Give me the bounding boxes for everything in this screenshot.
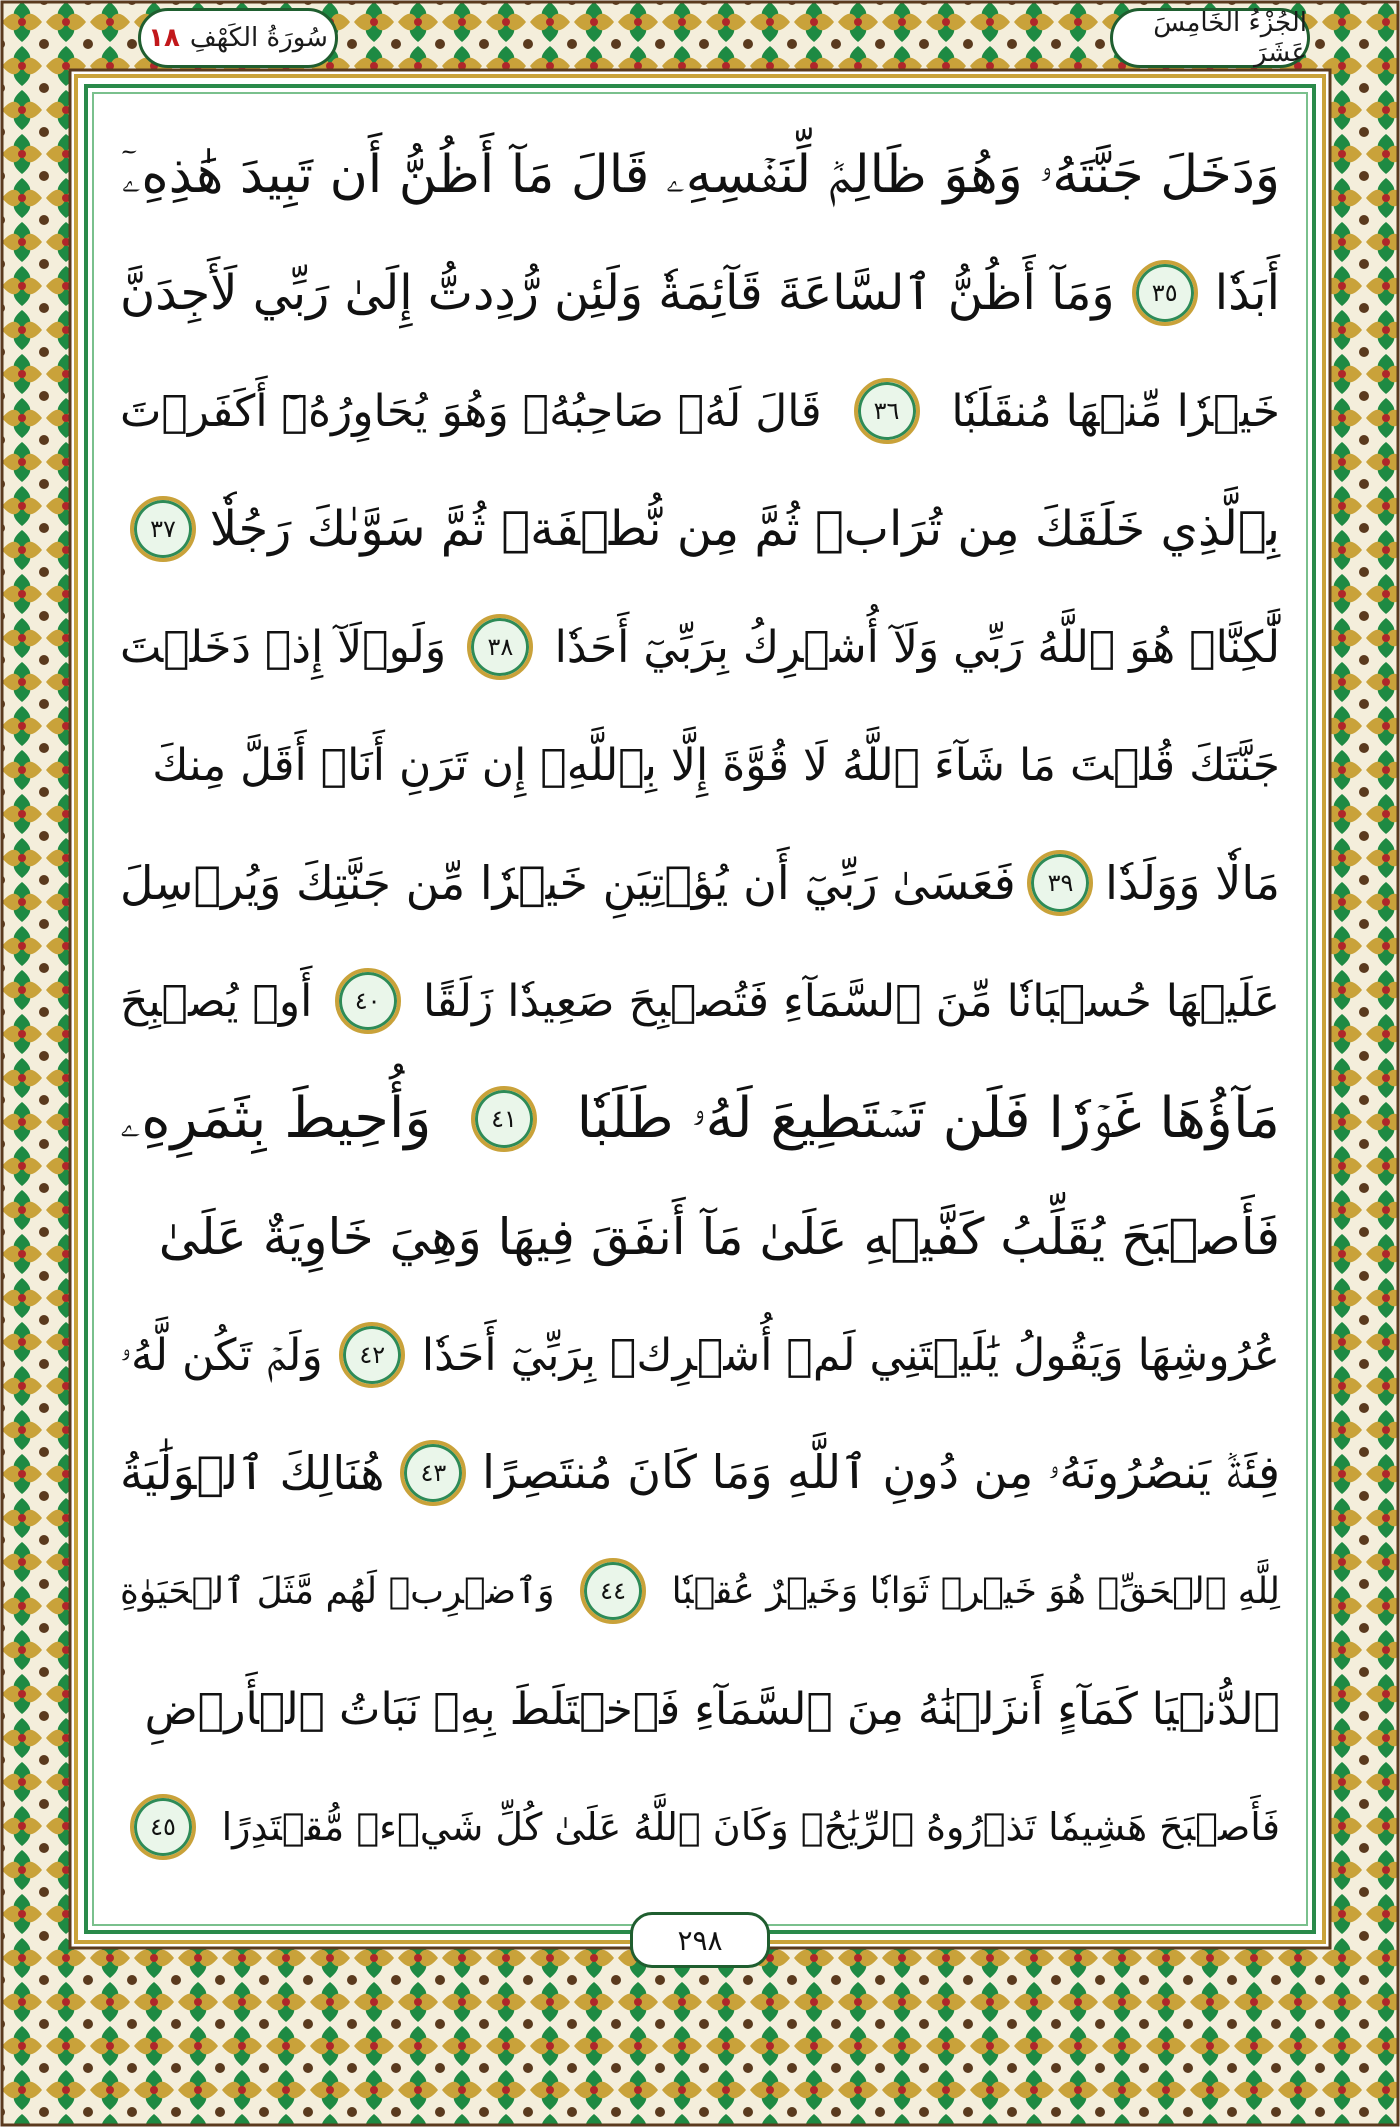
verse-text: لِلَّهِ ٱلۡحَقِّۚ هُوَ خَيۡرٞ ثَوَابٗا وَخَيۡرٌ عُقۡبٗا — [671, 1570, 1280, 1612]
verse-text: خَيۡرٗا مِّنۡهَا مُنقَلَبٗا — [951, 385, 1280, 437]
verse-text: وَمَآ أَظُنُّ ٱلسَّاعَةَ قَآئِمَةٗ وَلَئِن رُّدِدتُّ إِلَىٰ رَبِّي لَأَجِدَنَّ — [120, 265, 1115, 321]
verse-text: قَالَ لَهُۥ صَاحِبُهُۥ وَهُوَ يُحَاوِرُهُۥٓ أَكَفَرۡتَ — [120, 385, 822, 437]
verse-text: وَٱضۡرِبۡ لَهُم مَّثَلَ ٱلۡحَيَوٰةِ — [120, 1570, 555, 1612]
verse-text: وَدَخَلَ جَنَّتَهُۥ وَهُوَ ظَالِمٞ لِّنَفۡسِهِۦ قَالَ مَآ أَظُنُّ أَن تَبِيدَ هَٰذِهِۦٓ — [121, 144, 1280, 205]
verse-line — [120, 1418, 1280, 1528]
ayah-number-marker: ٣٦ — [854, 378, 920, 444]
ayah-number-marker: ٣٨ — [467, 614, 533, 680]
ayah-number-marker: ٣٧ — [130, 496, 196, 562]
verse-line — [120, 946, 1280, 1056]
verse-text: أَبَدٗا — [1214, 265, 1280, 321]
ayah-number-marker: ٣٩ — [1027, 850, 1093, 916]
ayah-number-marker: ٤٤ — [580, 1558, 646, 1624]
verse-text: عَلَيۡهَا حُسۡبَانٗا مِّنَ ٱلسَّمَآءِ فَتُصۡبِحَ صَعِيدٗا زَلَقًا — [422, 975, 1280, 1027]
verse-text: أَوۡ يُصۡبِحَ — [120, 975, 313, 1027]
verse-text: مَالٗا وَوَلَدٗا — [1105, 856, 1280, 910]
ayah-number-marker: ٤١ — [471, 1086, 537, 1152]
verse-text: فِئَةٞ يَنصُرُونَهُۥ مِن دُونِ ٱللَّهِ وَمَا كَانَ مُنتَصِرًا — [482, 1445, 1280, 1499]
ayah-number-marker: ٤٢ — [339, 1322, 405, 1388]
ayah-number-marker: ٤٠ — [335, 968, 401, 1034]
verse-line — [120, 356, 1280, 466]
surah-header — [138, 8, 338, 68]
verse-line — [120, 1772, 1280, 1882]
verse-text: عُرُوشِهَا وَيَقُولُ يَٰلَيۡتَنِي لَمۡ أُشۡرِكۡ بِرَبِّيٓ أَحَدٗا — [421, 1329, 1280, 1381]
verse-text: هُنَالِكَ ٱلۡوَلَٰيَةُ — [120, 1446, 385, 1500]
quran-text-block — [120, 120, 1280, 1900]
verse-line — [120, 592, 1280, 702]
ayah-number-marker: ٤٥ — [130, 1794, 196, 1860]
juz-name: الجُزْءُ الخَامِسَ عَشَرَ — [1153, 8, 1307, 68]
verse-text: ٱلدُّنۡيَا كَمَآءٍ أَنزَلۡنَٰهُ مِنَ ٱلسَّمَآءِ فَٱخۡتَلَطَ بِهِۦ نَبَاتُ ٱلۡأَرۡضِ — [144, 1683, 1280, 1735]
verse-text: جَنَّتَكَ قُلۡتَ مَا شَآءَ ٱللَّهُ لَا قُوَّةَ إِلَّا بِٱللَّهِۚ إِن تَرَنِ أَنَا۠ أَقَلَّ مِنكَ — [152, 739, 1280, 791]
verse-text: فَأَصۡبَحَ هَشِيمٗا تَذۡرُوهُ ٱلرِّيَٰحُۗ وَكَانَ ٱللَّهُ عَلَىٰ كُلِّ شَيۡءٖ مُّقۡتَدِرًا — [221, 1805, 1280, 1849]
verse-line — [120, 238, 1280, 348]
verse-text: وَلَمۡ تَكُن لَّهُۥ — [120, 1329, 323, 1381]
verse-line — [120, 1536, 1280, 1646]
verse-text: وَلَوۡلَآ إِذۡ دَخَلۡتَ — [120, 621, 447, 673]
juz-header — [1110, 8, 1310, 68]
verse-line — [120, 710, 1280, 820]
verse-line — [120, 1182, 1280, 1292]
verse-text: لَّٰكِنَّا۠ هُوَ ٱللَّهُ رَبِّي وَلَآ أُشۡرِكُ بِرَبِّيٓ أَحَدٗا — [554, 621, 1280, 673]
verse-text: فَعَسَىٰ رَبِّيٓ أَن يُؤۡتِيَنِ خَيۡرٗا مِّن جَنَّتِكَ وَيُرۡسِلَ — [120, 856, 1016, 910]
ayah-number-marker: ٤٣ — [400, 1440, 466, 1506]
verse-line — [120, 120, 1280, 230]
verse-line — [120, 828, 1280, 938]
verse-text: مَآؤُهَا غَوۡرٗا فَلَن تَسۡتَطِيعَ لَهُۥ طَلَبٗا — [576, 1086, 1280, 1151]
verse-line — [120, 474, 1280, 584]
verse-text: فَأَصۡبَحَ يُقَلِّبُ كَفَّيۡهِ عَلَىٰ مَآ أَنفَقَ فِيهَا وَهِيَ خَاوِيَةٌ عَلَىٰ — [158, 1208, 1280, 1266]
surah-name: سُورَةُ الكَهْفِ — [189, 23, 328, 53]
verse-line — [120, 1654, 1280, 1764]
verse-text: وَأُحِيطَ بِثَمَرِهِۦ — [120, 1086, 432, 1151]
ayah-number-marker: ٣٥ — [1132, 260, 1198, 326]
page-number-tab — [630, 1912, 770, 1968]
verse-line — [120, 1300, 1280, 1410]
page-number: ٢٩٨ — [677, 1923, 723, 1957]
surah-number: ١٨ — [148, 23, 180, 53]
verse-text: بِٱلَّذِي خَلَقَكَ مِن تُرَابٖ ثُمَّ مِن نُّطۡفَةٖ ثُمَّ سَوَّىٰكَ رَجُلٗا — [209, 501, 1280, 557]
verse-line — [120, 1064, 1280, 1174]
